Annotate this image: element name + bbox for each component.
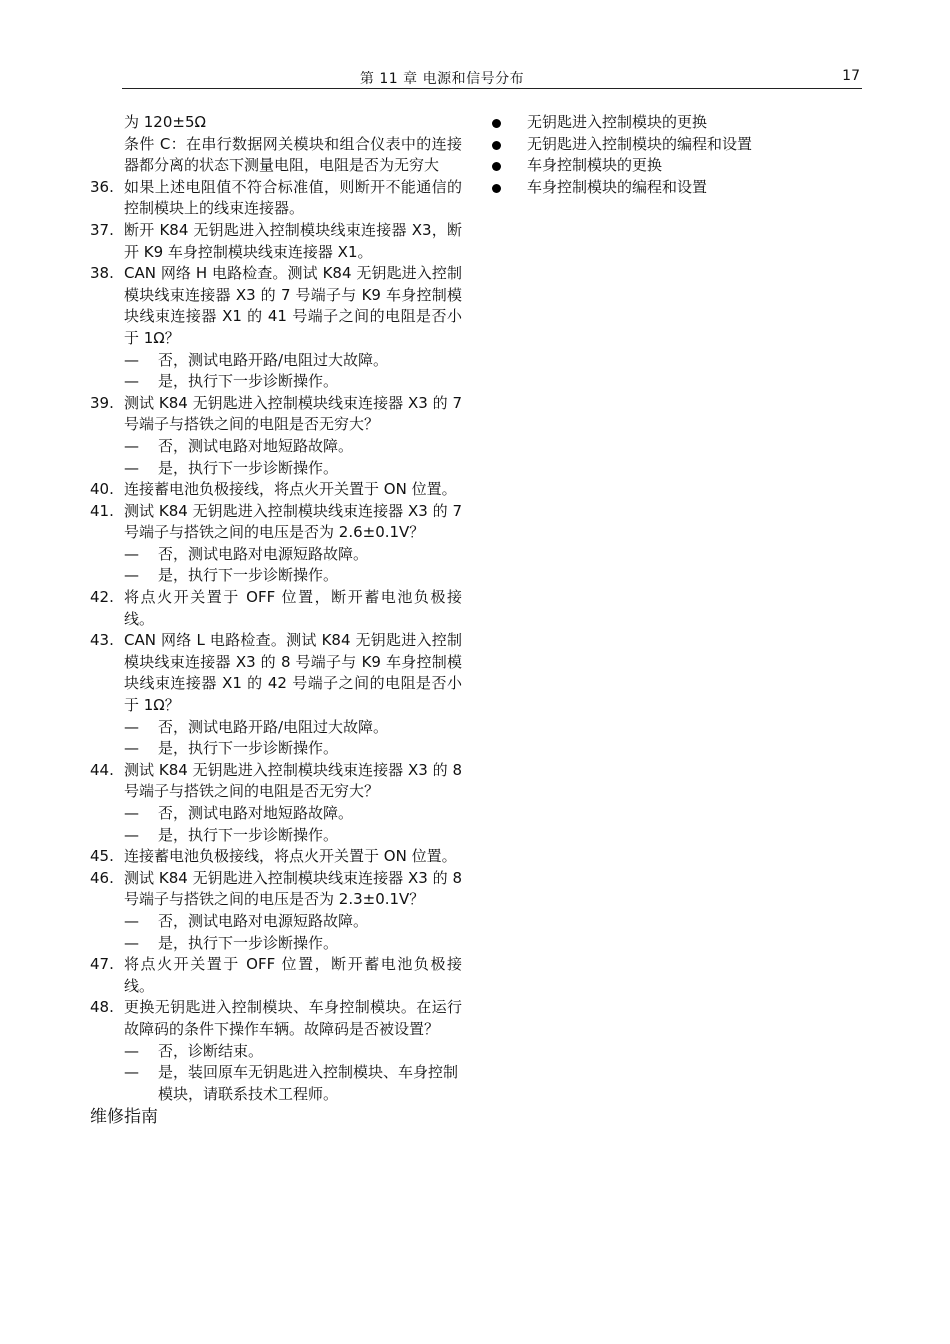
step-number: 36.: [90, 177, 114, 196]
step-answer: [90, 738, 462, 760]
step-item: [90, 997, 462, 1040]
step-answer: [90, 350, 462, 372]
step-number: 45.: [90, 847, 114, 866]
answer-text: 否，测试电路对电源短路故障。: [158, 911, 369, 930]
step-answer: [90, 933, 462, 955]
dash-marker: —: [124, 911, 139, 930]
left-column: [90, 112, 462, 1129]
step-text: 测试 K84 无钥匙进入控制模块线束连接器 X3 的 8 号端子与搭铁之间的电压是否为 2.3±0.1V？: [124, 868, 462, 909]
step-answer: [90, 717, 462, 739]
dash-marker: —: [124, 739, 139, 758]
bullet-item: [490, 177, 830, 199]
answer-text: 否，测试电路对地短路故障。: [158, 804, 354, 822]
step-number: 43.: [90, 631, 114, 650]
dash-marker: —: [124, 458, 139, 477]
step-number: 48.: [90, 998, 114, 1017]
step-answer: [90, 436, 462, 458]
answer-text: 是，执行下一步诊断操作。: [158, 566, 339, 585]
step-item: [90, 846, 462, 868]
bullet-dot-icon: [492, 184, 501, 193]
answer-text: 是，装回原车无钥匙进入控制模块、车身控制模块，请联系技术工程师。: [158, 1063, 459, 1103]
step-answer: [90, 911, 462, 933]
answer-text: 是，执行下一步诊断操作。: [158, 825, 339, 844]
step-text: 将点火开关置于 OFF 位置，断开蓄电池负极接线。: [124, 588, 462, 628]
dash-marker: —: [124, 825, 139, 844]
step-number: 47.: [90, 955, 114, 974]
dash-marker: —: [124, 566, 139, 585]
step-number: 46.: [90, 868, 114, 887]
step-number: 42.: [90, 588, 114, 607]
answer-text: 是，执行下一步诊断操作。: [158, 739, 339, 758]
bullet-dot-icon: [492, 162, 501, 171]
step-text: 更换无钥匙进入控制模块、车身控制模块。在运行故障码的条件下操作车辆。故障码是否被设置？: [124, 998, 462, 1038]
dash-marker: —: [124, 717, 139, 736]
step-text: 如果上述电阻值不符合标准值，则断开不能通信的控制模块上的线束连接器。: [124, 177, 462, 218]
dash-marker: —: [124, 1063, 139, 1082]
step-answer: [90, 1041, 462, 1063]
answer-text: 是，执行下一步诊断操作。: [158, 458, 339, 477]
bullet-dot-icon: [492, 141, 501, 150]
step-text: 测试 K84 无钥匙进入控制模块线束连接器 X3 的 8 号端子与搭铁之间的电阻是否无穷大？: [124, 760, 462, 801]
dash-marker: —: [124, 544, 139, 563]
section-title: 维修指南: [90, 1107, 158, 1128]
bullet-text: 无钥匙进入控制模块的编程和设置: [527, 134, 753, 153]
step-item: [90, 630, 462, 716]
step-text: 断开 K84 无钥匙进入控制模块线束连接器 X3，断开 K9 车身控制模块线束连接器 X1。: [124, 220, 462, 261]
step-text: 连接蓄电池负极接线，将点火开关置于 ON 位置。: [124, 847, 457, 866]
step-item: [90, 868, 462, 911]
dash-marker: —: [124, 1041, 139, 1060]
dash-marker: —: [124, 372, 139, 391]
bullet-item: [490, 155, 830, 177]
step-item: [90, 954, 462, 997]
step-item: [90, 177, 462, 220]
intro-line: 为 120±5Ω: [124, 113, 206, 131]
right-column: [490, 112, 830, 198]
chapter-title: 第 11 章 电源和信号分布: [359, 71, 525, 87]
step-number: 40.: [90, 480, 114, 499]
step-item: [90, 220, 462, 263]
step-item: [90, 501, 462, 544]
dash-marker: —: [124, 804, 139, 822]
answer-text: 是，执行下一步诊断操作。: [158, 372, 339, 391]
answer-text: 否，测试电路开路/电阻过大故障。: [158, 350, 389, 369]
step-answer: [90, 458, 462, 480]
step-answer: [90, 803, 462, 825]
step-text: 连接蓄电池负极接线，将点火开关置于 ON 位置。: [124, 480, 457, 499]
step-answer: [90, 371, 462, 393]
step-text: 测试 K84 无钥匙进入控制模块线束连接器 X3 的 7 号端子与搭铁之间的电阻是否无穷大？: [124, 393, 462, 434]
bullet-list: [490, 112, 830, 198]
step-item: [90, 479, 462, 501]
intro-condition: 条件 C：在串行数据网关模块和组合仪表中的连接器都分离的状态下测量电阻，电阻是否为无穷大: [124, 134, 462, 175]
bullet-text: 车身控制模块的编程和设置: [527, 177, 708, 196]
bullet-item: [490, 134, 830, 156]
dash-marker: —: [124, 436, 139, 455]
answer-text: 否，测试电路对地短路故障。: [158, 436, 354, 455]
step-text: 测试 K84 无钥匙进入控制模块线束连接器 X3 的 7 号端子与搭铁之间的电压是否为 2.6±0.1V？: [124, 501, 462, 542]
step-number: 44.: [90, 760, 114, 779]
step-text: 将点火开关置于 OFF 位置，断开蓄电池负极接线。: [124, 955, 462, 995]
step-text: CAN 网络 L 电路检查。测试 K84 无钥匙进入控制模块线束连接器 X3 的 8 号端子与 K9 车身控制模块线束连接器 X1 的 42 号端子之间的电阻是否小于 1Ω？: [124, 631, 462, 715]
answer-text: 是，执行下一步诊断操作。: [158, 933, 339, 952]
answer-text: 否，诊断结束。: [158, 1041, 264, 1060]
step-number: 37.: [90, 220, 114, 239]
step-answer: [90, 544, 462, 566]
bullet-text: 无钥匙进入控制模块的更换: [527, 113, 708, 131]
step-answer: [90, 565, 462, 587]
dash-marker: —: [124, 933, 139, 952]
bullet-text: 车身控制模块的更换: [527, 156, 663, 175]
step-item: [90, 760, 462, 803]
step-text: CAN 网络 H 电路检查。测试 K84 无钥匙进入控制模块线束连接器 X3 的 7 号端子与 K9 车身控制模块线束连接器 X1 的 41 号端子之间的电阻是否小于 1Ω？: [124, 264, 462, 347]
answer-text: 否，测试电路对电源短路故障。: [158, 544, 369, 563]
bullet-item: [490, 112, 830, 134]
bullet-dot-icon: [492, 119, 501, 128]
step-answer: [90, 825, 462, 847]
step-list: [90, 177, 462, 1106]
step-number: 38.: [90, 264, 114, 283]
step-answer: [90, 1062, 462, 1105]
answer-text: 否，测试电路开路/电阻过大故障。: [158, 717, 389, 736]
step-item: [90, 263, 462, 349]
step-number: 39.: [90, 393, 114, 412]
dash-marker: —: [124, 350, 139, 369]
step-item: [90, 587, 462, 630]
page-header: [122, 66, 862, 89]
step-number: 41.: [90, 501, 114, 520]
step-item: [90, 393, 462, 436]
page-number: 17: [842, 68, 860, 84]
